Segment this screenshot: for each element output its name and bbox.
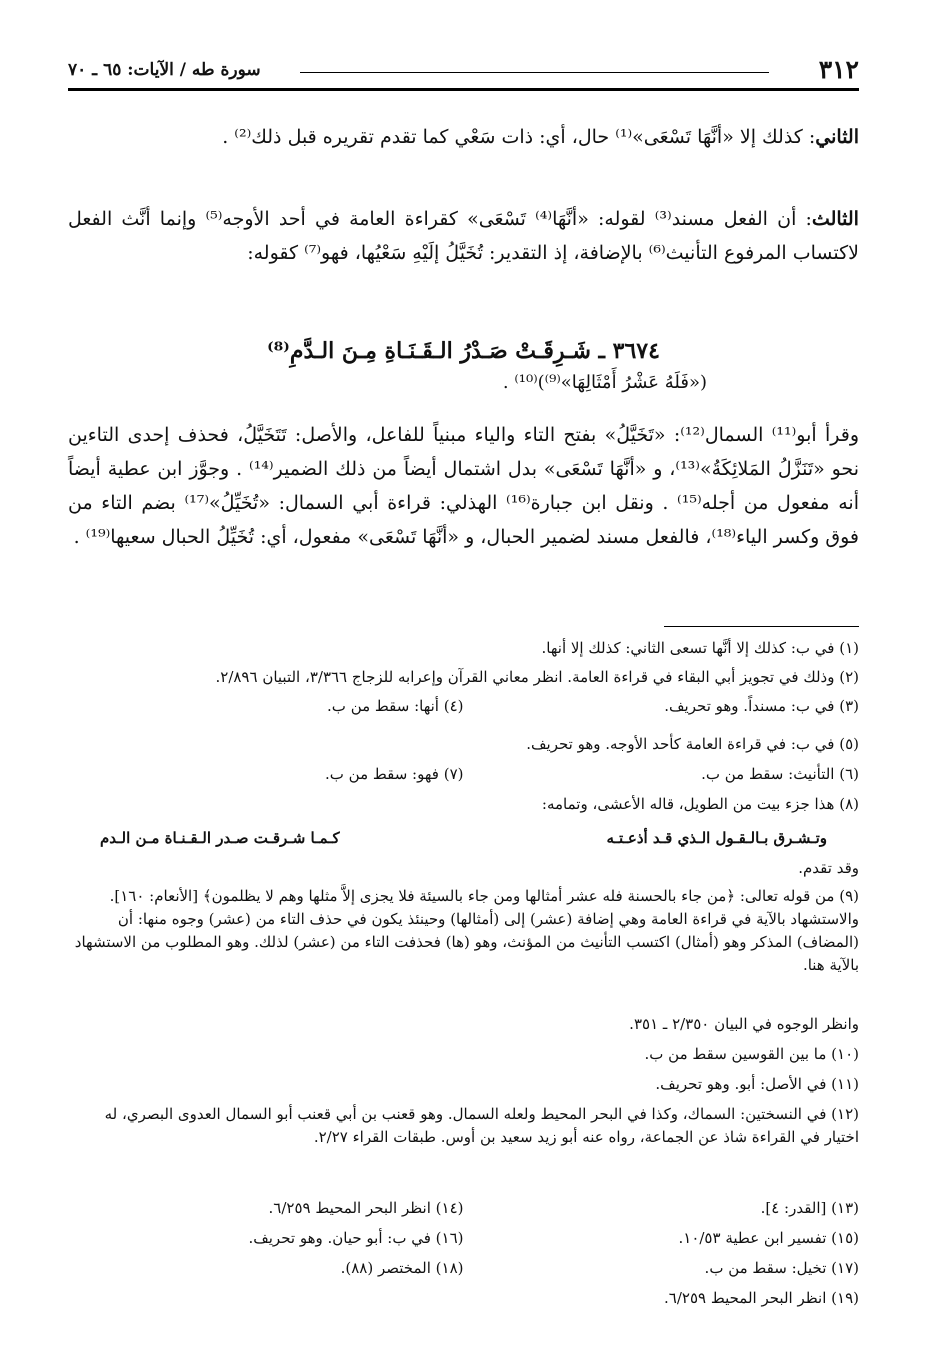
paragraph-second	[68, 120, 859, 154]
footnote-13: (١٣) [القدر: ٤].	[760, 1199, 859, 1217]
footnote-11: (١١) في الأصل: أبو. وهو تحريف.	[655, 1075, 859, 1093]
footnote-2: (٢) وذلك في تجويز أبي البقاء في قراءة العامة. انظر معاني القرآن وإعرابه للزجاج ٣/٣٦٦، التبيان ٢/٨٩٦.	[215, 668, 859, 686]
header-rule	[300, 72, 769, 73]
footnote-4: (٤) أنها: سقط من ب.	[327, 697, 464, 715]
footnote-10: (١٠) ما بين القوسين سقط من ب.	[644, 1045, 859, 1063]
footnote-15-16	[68, 1227, 859, 1250]
page-number: ٣١٢	[818, 55, 859, 84]
paragraph-lead: الثالث	[811, 208, 859, 230]
paragraph-readings	[68, 418, 859, 554]
footnote-8-end: وقد تقدم.	[798, 859, 859, 877]
footnote-1: (١) في ب: كذلك إلا أنَّها تسعى الثاني: كذلك إلا أنها.	[541, 639, 859, 657]
paragraph-text: : أن الفعل مسند⁽³⁾ لقوله: «أنَّهَا⁽⁴⁾ تَسْعَى» كقراءة العامة في أحد الأوجه⁽⁵⁾ وإنما أنَّث الفعل لاكتساب المرفوع التأنيث⁽⁶⁾ بالإضافة، إذ التقدير: تُخَيَّلُ إلَيْهِ سَعْيُها، فهو⁽⁷⁾ كقوله:	[68, 208, 859, 264]
verse-line: ٣٦٧٤ ـ شَـرِقَـتْ صَـدْرُ الـقَـنَـاةِ مِـنَ الـدَّمِ⁽⁸⁾	[267, 338, 660, 364]
footnote-6-7	[68, 763, 859, 786]
footnote-17: (١٧) تخيل: سقط من ب.	[704, 1259, 859, 1277]
footnote-3-4	[68, 695, 859, 718]
verse-sub: («فَلَهُ عَشْرُ أَمْثَالِهَا»⁽⁹⁾)⁽¹⁰⁾ .	[502, 372, 707, 393]
footnote-separator	[664, 626, 859, 627]
footnote-7: (٧) فهو: سقط من ب.	[325, 765, 464, 783]
paragraph-text: : كذلك إلا «أنَّهَا تَسْعَى»⁽¹⁾ حال، أي: ذات سَعْي كما تقدم تقريره قبل ذلك⁽²⁾ .	[222, 126, 816, 148]
footnote-18: (١٨) المختصر (٨٨).	[340, 1259, 464, 1277]
paragraph-third	[68, 202, 859, 270]
header-divider	[68, 88, 859, 91]
paragraph-text: وقرأ أبو⁽¹¹⁾ السمال⁽¹²⁾: «تَخَيَّلُ» بفتح التاء والياء مبنياً للفاعل، والأصل: تَتَخَيَّلُ، فحذف إحدى التاءين نحو «تَنَزَّلُ المَلائِكَةُ»⁽¹³⁾، و «أنَّهَا تَسْعَى» بدل اشتمال أيضاً من ذلك الضمير⁽¹⁴⁾ . وجوَّز ابن عطية أيضاً أنه مفعول من أجله⁽¹⁵⁾ . ونقل ابن جبارة⁽¹⁶⁾ الهذلي: قراءة أبي السمال: «تُخَيِّلُ»⁽¹⁷⁾ بضم التاء من فوق وكسر الياء⁽¹⁸⁾، فالفعل مسند لضمير الحبال، و «أنَّهَا تَسْعَى» مفعول، أي: تُخَيِّلُ الحبال سعيها⁽¹⁹⁾ .	[68, 424, 860, 548]
poem-hemistich-second: كـمـا شـرقـت صـدر الـقـنـاة مـن الـدم	[100, 829, 340, 847]
footnote-13-14	[68, 1197, 859, 1220]
paragraph-lead: الثاني	[815, 126, 859, 148]
footnote-6: (٦) التأنيث: سقط من ب.	[701, 765, 859, 783]
footnote-9: (٩) من قوله تعالى: ﴿من جاء بالحسنة فله عشر أمثالها ومن جاء بالسيئة فلا يجزى إلاَّ مثلها وهم لا يظلمون﴾ [الأنعام: ١٦٠]. والاستشهاد بالآية في قراءة العامة وهي إضافة (عشر) إلى (أمثالها) وحينئذ يكون في حذف التاء من (عشر) وجوه منها: أن (المضاف) المذكر وهو (أمثال) اكتسب التأنيث من المؤنث، وهو (ها) فحذفت التاء من (عشر) لذلك. وهو المطلوب من الاستشهاد بالآية هنا.	[74, 887, 859, 974]
footnote-9-end: وانظر الوجوه في البيان ٢/٣٥٠ ـ ٣٥١.	[629, 1015, 859, 1033]
footnote-19: (١٩) انظر البحر المحيط ٦/٢٥٩.	[664, 1289, 859, 1307]
footnote-14: (١٤) انظر البحر المحيط ٦/٢٥٩.	[268, 1199, 464, 1217]
footnote-15: (١٥) تفسير ابن عطية ١٠/٥٣.	[678, 1229, 859, 1247]
footnote-3: (٣) في ب: مسنداً. وهو تحريف.	[664, 697, 859, 715]
footnote-8: (٨) هذا جزء بيت من الطويل، قاله الأعشى، وتمامه:	[541, 795, 859, 813]
sura-label: سورة طه / الآيات: ٦٥ ـ ٧٠	[68, 60, 261, 80]
footnote-12: (١٢) في النسختين: السماك، وكذا في البحر المحيط ولعله السمال. وهو قعنب بن أبي قعنب أبو السمال العدوى البصري، له اختيار في القراءة شاذ عن الجماعة، رواه عنه أبو زيد سعيد بن أوس. طبقات القراء ٢/٢٧.	[104, 1105, 859, 1146]
footnote-5: (٥) في ب: في قراءة العامة كأحد الأوجه. وهو تحريف.	[526, 735, 859, 753]
poem-hemistich-first: وتـشـرق بـالـقـول الـذي قـد أذعـتـه	[606, 829, 827, 847]
footnote-poem	[100, 827, 827, 850]
running-header	[68, 52, 859, 88]
footnote-17-18	[68, 1257, 859, 1280]
footnote-16: (١٦) في ب: أبو حيان. وهو تحريف.	[248, 1229, 464, 1247]
